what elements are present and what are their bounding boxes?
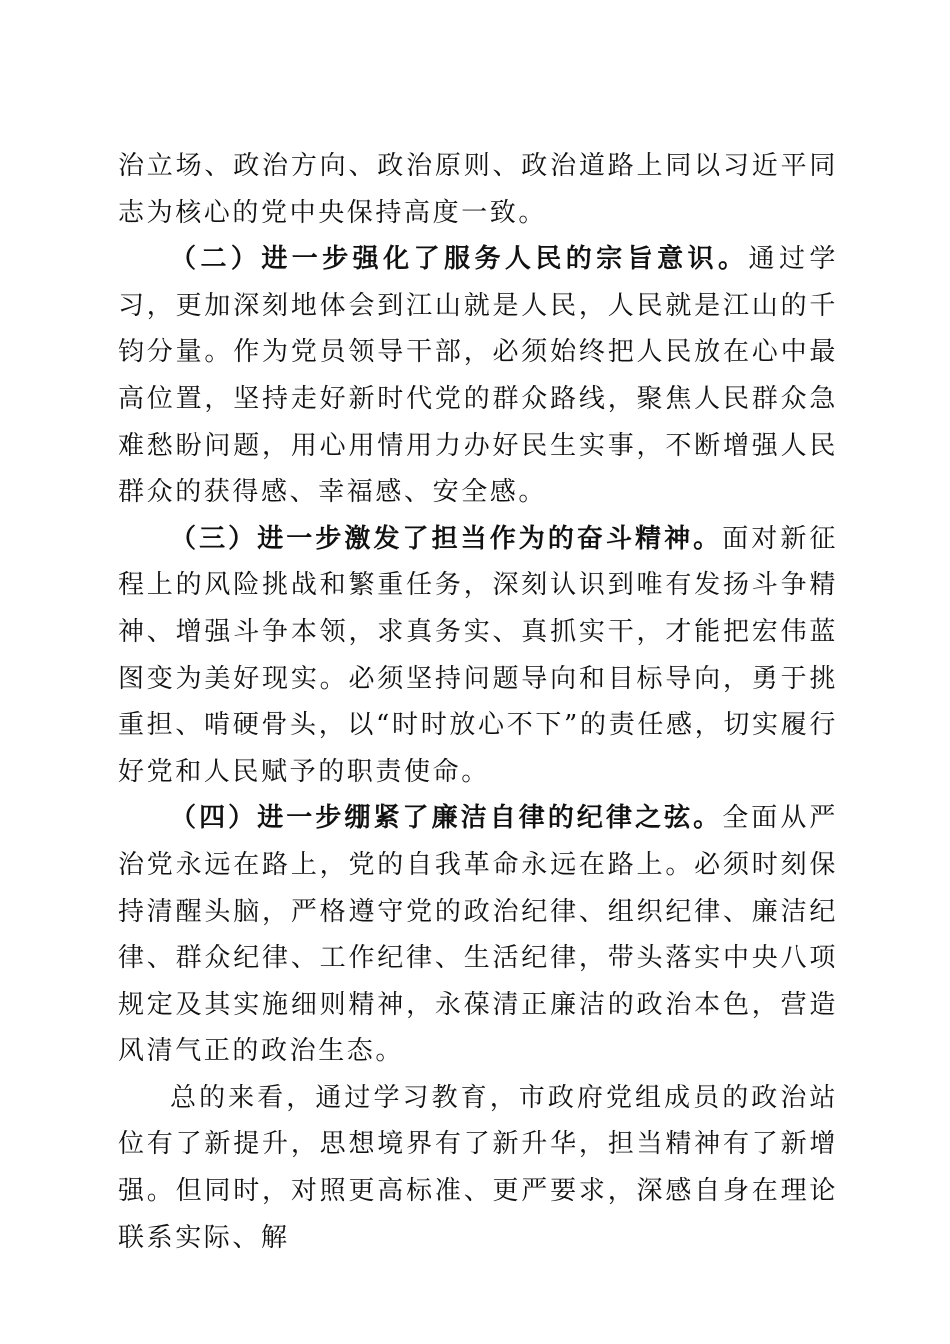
section-heading: （三）进一步激发了担当作为的奋斗精神。 — [170, 523, 723, 554]
paragraph-continuation — [118, 143, 838, 236]
paragraph-section-2 — [118, 236, 838, 516]
paragraph-section-3 — [118, 516, 838, 796]
document-page — [118, 143, 838, 1261]
paragraph-body: 治立场、政治方向、政治原则、政治道路上同以习近平同志为核心的党中央保持高度一致。 — [118, 151, 838, 228]
section-heading: （四）进一步绷紧了廉洁自律的纪律之弦。 — [170, 803, 723, 834]
paragraph-body: 全面从严治党永远在路上，党的自我革命永远在路上。必须时刻保持清醒头脑，严格遵守党的政治纪律、组织纪律、廉洁纪律、群众纪律、工作纪律、生活纪律，带头落实中央八项规定及其实施细则精神，永葆清正廉洁的政治本色，营造风清气正的政治生态。 — [118, 803, 838, 1067]
paragraph-body: 总的来看，通过学习教育，市政府党组成员的政治站位有了新提升，思想境界有了新升华，担当精神有了新增强。但同时，对照更高标准、更严要求，深感自身在理论联系实际、解 — [118, 1082, 838, 1253]
paragraph-body: 面对新征程上的风险挑战和繁重任务，深刻认识到唯有发扬斗争精神、增强斗争本领，求真务实、真抓实干，才能把宏伟蓝图变为美好现实。必须坚持问题导向和目标导向，勇于挑重担、啃硬骨头，以“时时放心不下”的责任感，切实履行好党和人民赋予的职责使命。 — [118, 523, 838, 787]
paragraph-body: 通过学习，更加深刻地体会到江山就是人民，人民就是江山的千钧分量。作为党员领导干部，必须始终把人民放在心中最高位置，坚持走好新时代党的群众路线，聚焦人民群众急难愁盼问题，用心用情用力办好民生实事，不断增强人民群众的获得感、幸福感、安全感。 — [118, 244, 838, 508]
section-heading: （二）进一步强化了服务人民的宗旨意识。 — [170, 244, 749, 275]
paragraph-summary — [118, 1075, 838, 1261]
paragraph-section-4 — [118, 795, 838, 1075]
